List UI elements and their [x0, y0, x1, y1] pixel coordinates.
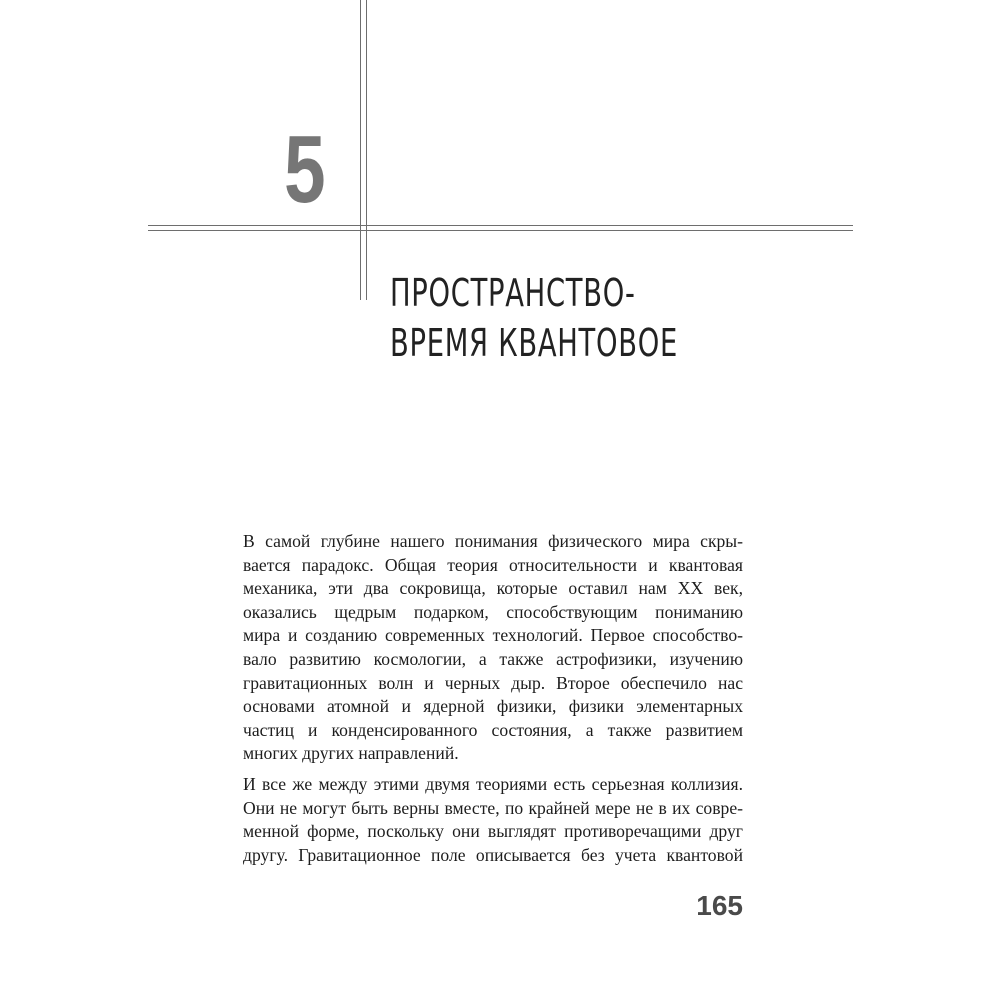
horizontal-rule-top [148, 225, 853, 226]
text-line: вало развитию космологии, а также астрофизики, изучению [243, 648, 743, 669]
paragraph [243, 773, 743, 867]
paragraph [243, 530, 743, 766]
chapter-title-line: ПРОСТРАНСТВО- [390, 271, 636, 315]
chapter-number: 5 [284, 116, 326, 223]
body-text [243, 530, 743, 867]
text-line: В самой глубине нашего понимания физического мира скры- [243, 531, 743, 551]
text-line: гравитационных волн и черных дыр. Второе обеспечило нас [243, 672, 743, 693]
text-line: частиц и конденсированного состояния, а также развитием [243, 719, 743, 740]
text-line: механика, эти два сокровища, которые оставил нам XX век, [243, 578, 743, 599]
text-line: многих других направлений. [243, 743, 459, 764]
text-line: Они не могут быть верны вместе, по крайней мере не в их совре- [243, 797, 743, 818]
text-line: другу. Гравитационное поле описывается без учета квантовой [243, 844, 743, 865]
text-line: оказались щедрым подарком, способствующим пониманию [243, 601, 743, 622]
text-line: основами атомной и ядерной физики, физики элементарных [243, 696, 743, 717]
vertical-rule-right [366, 0, 367, 300]
text-line: мира и созданию современных технологий. Первое способство- [243, 625, 743, 646]
chapter-title-line: ВРЕМЯ КВАНТОВОЕ [390, 321, 678, 365]
horizontal-rule-bottom [148, 230, 853, 231]
text-line: вается парадокс. Общая теория относительности и квантовая [243, 554, 743, 575]
page-number: 165 [696, 890, 743, 921]
vertical-rule-left [360, 0, 361, 300]
text-line: менной форме, поскольку они выглядят противоречащими друг [243, 821, 743, 842]
text-line: И все же между этими двумя теориями есть серьезная коллизия. [243, 773, 743, 794]
chapter-title [390, 268, 860, 368]
